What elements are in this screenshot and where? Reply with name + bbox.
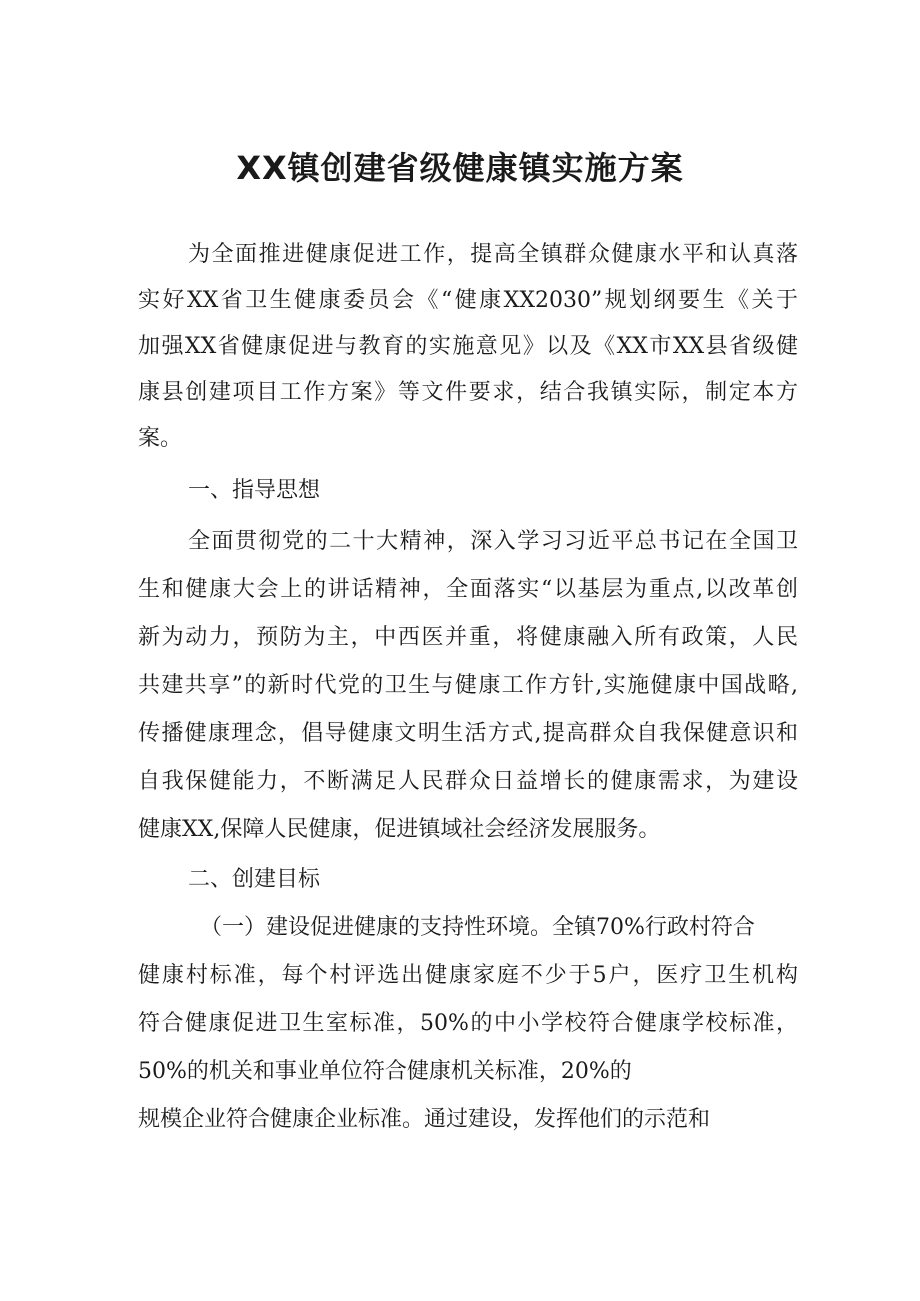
section1-line-4: 共建共享”的新时代党的卫生与健康工作方针,实施健康中国战略, xyxy=(138,673,798,698)
section2-line-5: 规模企业符合健康企业标准。通过建设，发挥他们的示范和 xyxy=(138,1107,711,1132)
intro-line-2: 实好XX省卫生健康委员会《“健康XX2030”规划纲要生《关于 xyxy=(138,288,798,313)
section2-line-2: 健康村标准，每个村评选出健康家庭不少于5户，医疗卫生机构 xyxy=(138,963,798,988)
intro-line-5: 案。 xyxy=(138,426,183,451)
section2-line-1: （一）建设促进健康的支持性环境。全镇70%行政村符合 xyxy=(200,915,755,940)
section1-line-1: 全面贯彻党的二十大精神，深入学习习近平总书记在全国卫 xyxy=(188,529,798,554)
section1-line-6: 自我保健能力，不断满足人民群众日益增长的健康需求，为建设 xyxy=(138,769,798,794)
section1-line-2: 生和健康大会上的讲话精神，全面落实“以基层为重点,以改革创 xyxy=(138,577,798,602)
document-title: XX镇创建省级健康镇实施方案 xyxy=(236,149,684,187)
section2-heading: 二、创建目标 xyxy=(188,867,321,892)
intro-line-4: 康县创建项目工作方案》等文件要求，结合我镇实际，制定本方 xyxy=(138,380,798,405)
section1-line-7: 健康XX,保障人民健康，促进镇域社会经济发展服务。 xyxy=(138,817,661,842)
intro-line-3: 加强XX省健康促进与教育的实施意见》以及《XX市XX县省级健 xyxy=(138,334,798,359)
section1-line-3: 新为动力，预防为主，中西医并重，将健康融入所有政策，人民 xyxy=(138,625,798,650)
section1-heading: 一、指导思想 xyxy=(188,478,321,503)
section2-line-4: 50%的机关和事业单位符合健康机关标准，20%的 xyxy=(138,1059,632,1084)
section1-line-5: 传播健康理念，倡导健康文明生活方式,提高群众自我保健意识和 xyxy=(138,721,798,746)
section2-line-3: 符合健康促进卫生室标准，50%的中小学校符合健康学校标准， xyxy=(138,1011,798,1036)
intro-line-1: 为全面推进健康促进工作，提高全镇群众健康水平和认真落 xyxy=(188,242,798,267)
